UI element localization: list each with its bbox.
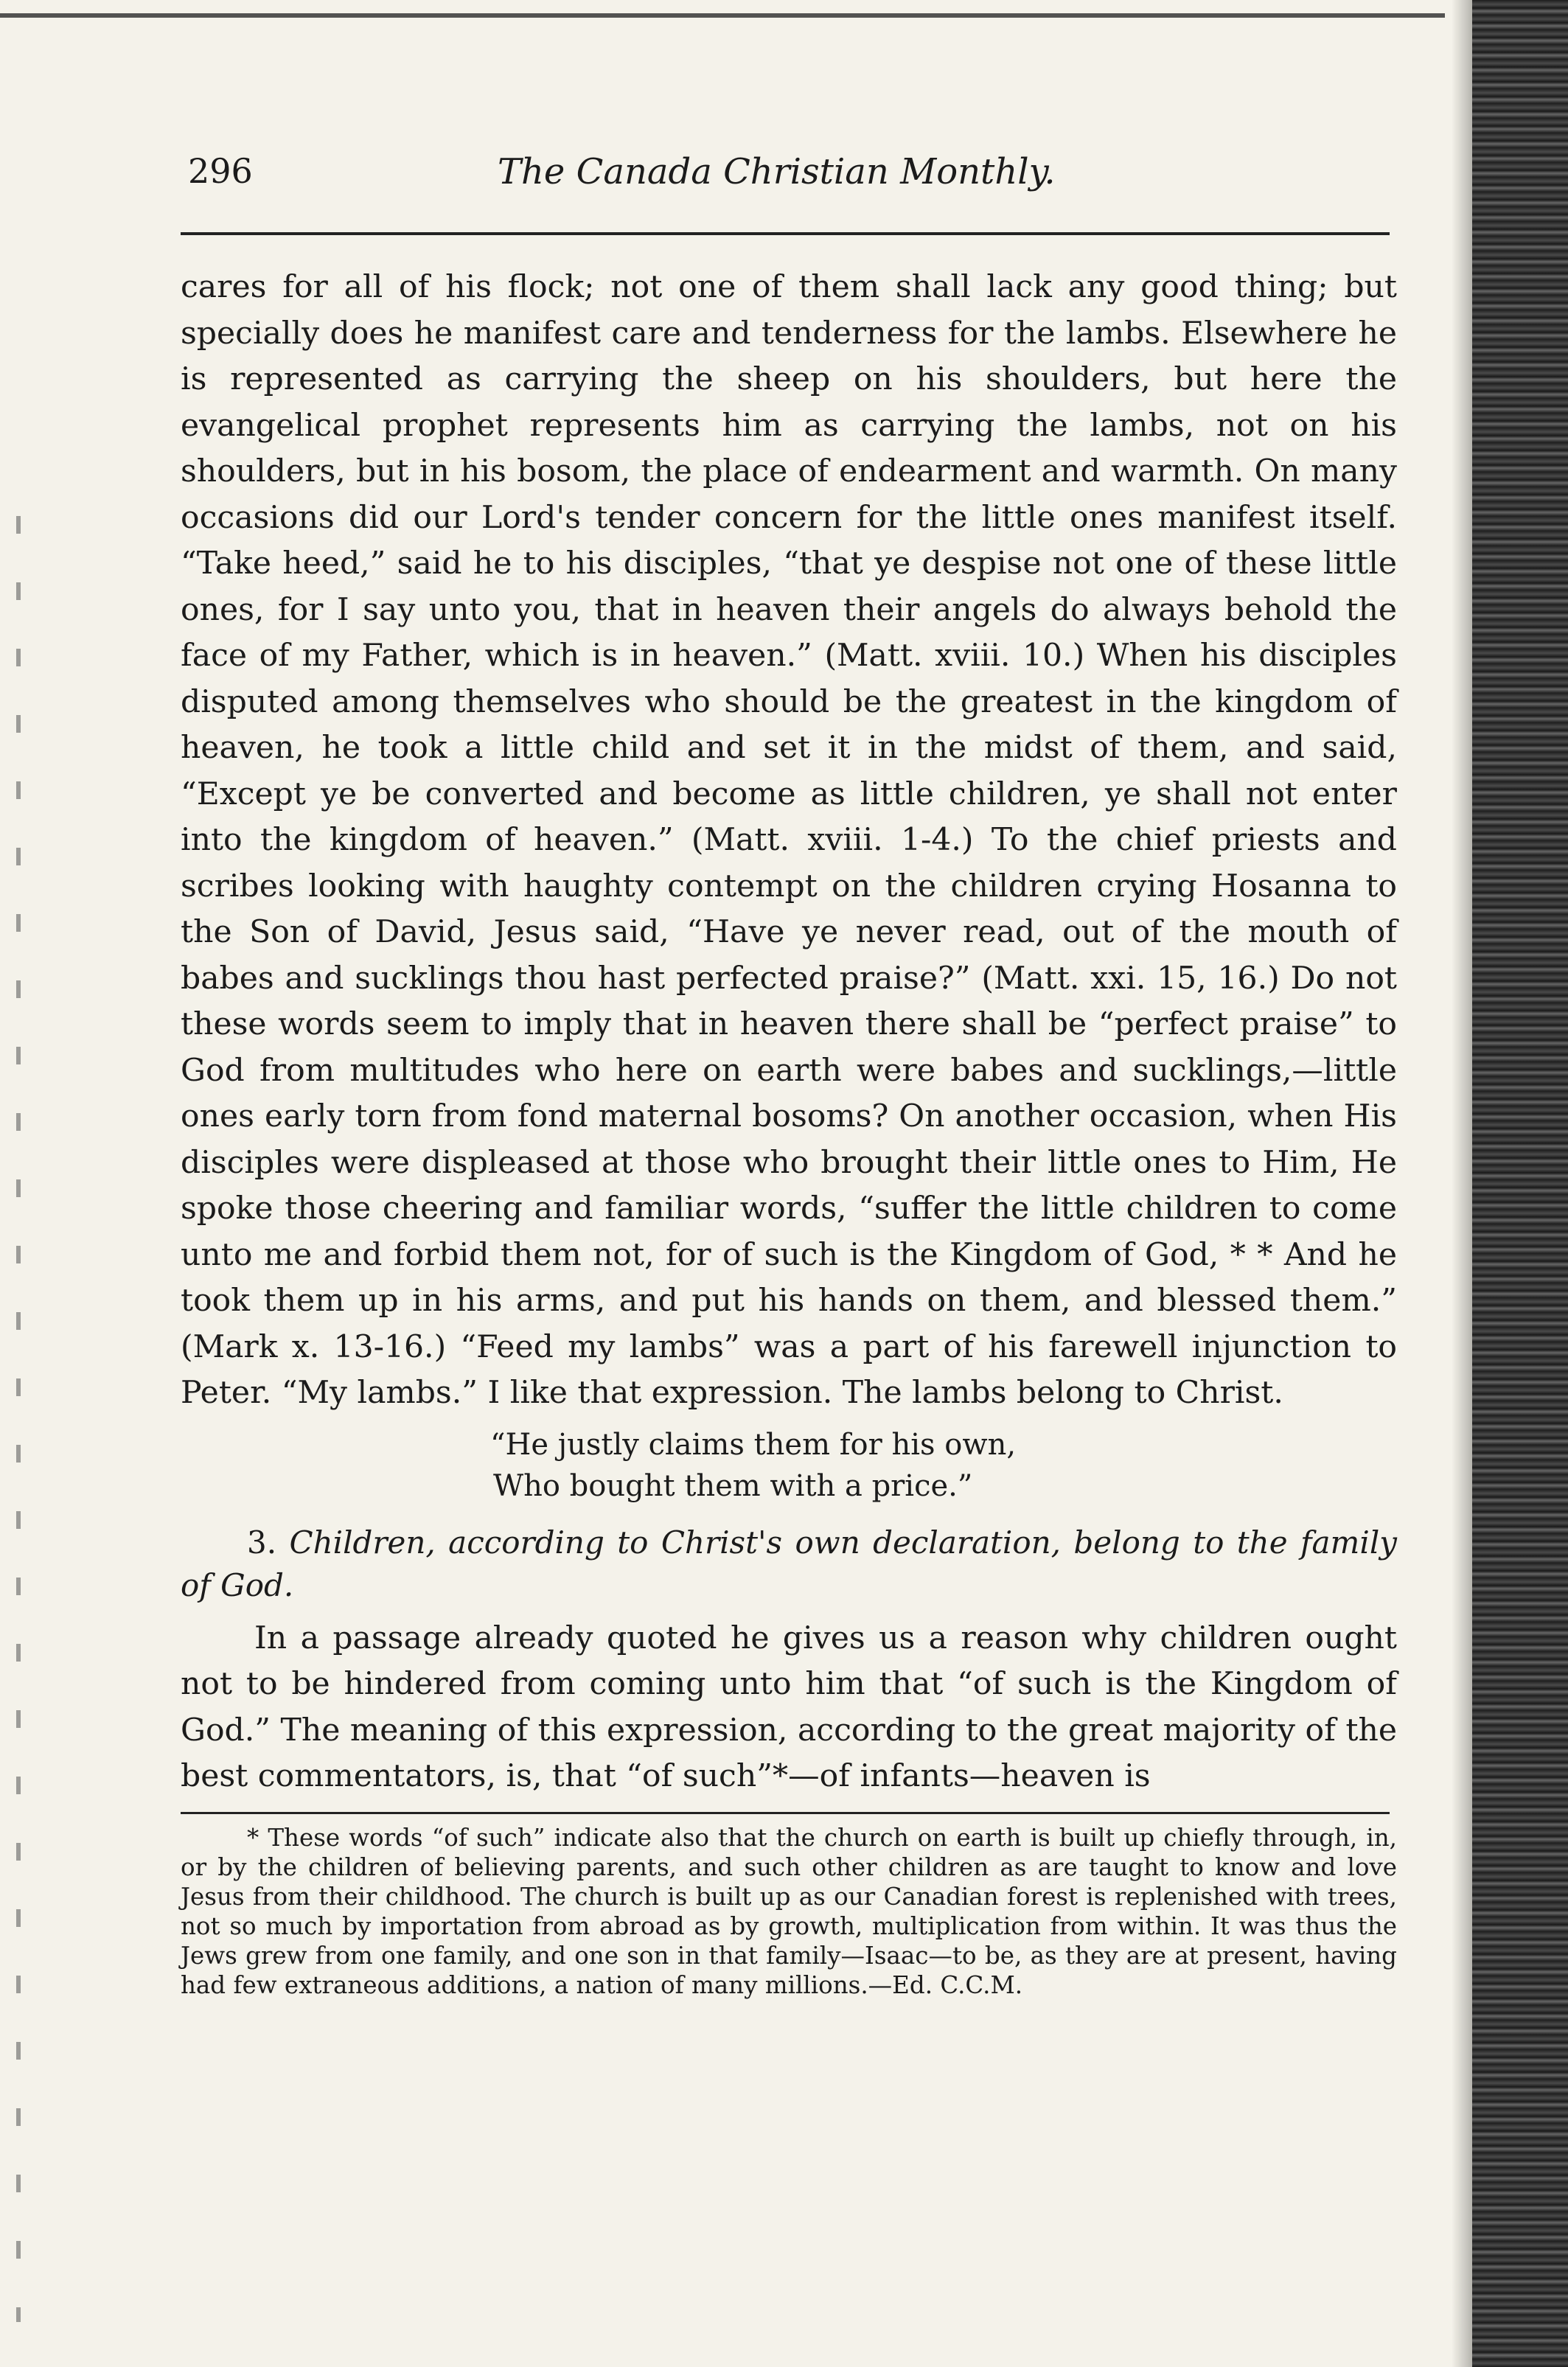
article-body <box>181 265 1397 1800</box>
verse-line: “He justly claims them for his own, <box>490 1427 1017 1462</box>
binding-shadow <box>1452 0 1472 2367</box>
paragraph: In a passage already quoted he gives us a reason why children ought not to be hindered from coming unto him that “of such is the Kingdom of God.” The meaning of this expression, according to the great majority of the best commentators, is, that “of such”*—of infants—heaven is <box>181 1620 1397 1794</box>
verse-line: Who bought them with a price.” <box>493 1468 973 1503</box>
running-title: The Canada Christian Monthly. <box>498 151 1056 192</box>
footnote: * These words “of such” indicate also that the church on earth is built up chiefly through, in, or by the children of believing parents, and such other children as are taught to know and love Jesus from their childhood. The church is built up as our Canadian forest is replenished with trees, not so much by importation from abroad as by growth, multiplication from within. It was thus the Jews grew from one family, and one son in that family—Isaac—to be, as they are at present, having had few extraneous additions, a nation of many millions.—Ed. C.C.M. <box>181 1823 1397 1999</box>
footnote-rule <box>181 1812 1390 1814</box>
section-heading <box>181 1521 1397 1607</box>
header-rule <box>181 232 1390 235</box>
section-heading-text: Children, according to Christ's own declaration, belong to the family of God. <box>181 1524 1397 1603</box>
page-number: 296 <box>188 151 253 191</box>
page <box>181 151 1397 2023</box>
paragraph: cares for all of his flock; not one of them shall lack any good thing; but specially does he manifest care and tenderness for the lambs. Elsewhere he is represented as carrying the sheep on his shoulders, but here the evangelical prophet represents him as carrying the lambs, not on his shoulders, but in his bosom, the place of endearment and warmth. On many occasions did our Lord's tender concern for the little ones manifest itself. “Take heed,” said he to his disciples, “that ye despise not one of these little ones, for I say unto you, that in heaven their angels do always behold the face of my Father, which is in heaven.” (Matt. xviii. 10.) When his disciples disputed among themselves who should be the greatest in the kingdom of heaven, he took a little child and set it in the midst of them, and said, “Except ye be converted and become as little children, ye shall not enter into the kingdom of heaven.” (Matt. xviii. 1-4.) To the chief priests and scribes looking with haughty contempt on the children crying Hosanna to the Son of David, Jesus said, “Have ye never read, out of the mouth of babes and sucklings thou hast perfected praise?” (Matt. xxi. 15, 16.) Do not these words seem to imply that in heaven there shall be “perfect praise” to God from multitudes who here on earth were babes and sucklings,—little ones early torn from fond maternal bosoms? On another occasion, when His disciples were displeased at those who brought their little ones to Him, He spoke those cheering and familiar words, “suffer the little children to come unto me and forbid them not, for of such is the Kingdom of God, * * And he took them up in his arms, and put his hands on them, and blessed them.” (Mark x. 13-16.) “Feed my lambs” was a part of his farewell injunction to Peter. “My lambs.” I like that expression. The lambs belong to Christ. <box>181 269 1397 1411</box>
section-number: 3. <box>247 1524 277 1561</box>
quotation-verse <box>490 1424 1397 1507</box>
page-header <box>181 151 1397 210</box>
binding-edge <box>1472 0 1568 2367</box>
left-margin-marks <box>16 516 21 2322</box>
top-scan-border <box>0 13 1445 18</box>
